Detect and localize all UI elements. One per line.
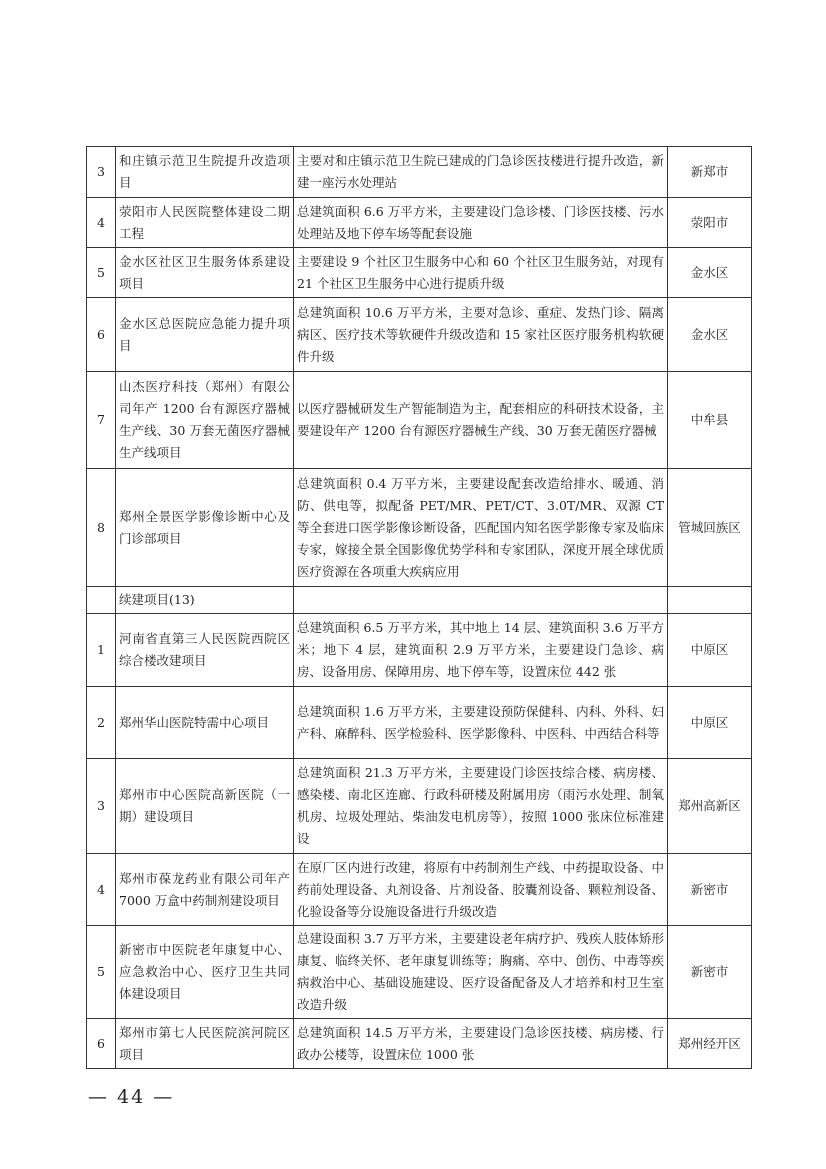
row-index: 6 <box>87 298 116 372</box>
project-location: 荥阳市 <box>668 198 752 248</box>
project-location: 管城回族区 <box>668 469 752 587</box>
project-location: 中牟县 <box>668 372 752 469</box>
project-content: 总建筑面积 21.3 万平方米，主要建设门诊医技综合楼、病房楼、感染楼、南北区连廊、行政科研楼及附属用房（雨污水处理、制氧机房、垃圾处理站、柴油发电机房等），按照 1000 张床位标准建设 <box>294 759 668 854</box>
project-name: 郑州市中心医院高新医院（一期）建设项目 <box>116 759 294 854</box>
project-name: 金水区社区卫生服务体系建设项目 <box>116 248 294 298</box>
table-row <box>87 1019 752 1069</box>
project-name: 金水区总医院应急能力提升项目 <box>116 298 294 372</box>
row-index: 5 <box>87 926 116 1019</box>
table-row <box>87 469 752 587</box>
table-row <box>87 198 752 248</box>
row-index: 4 <box>87 198 116 248</box>
project-content: 总建筑面积 1.6 万平方米，主要建设预防保健科、内科、外科、妇产科、麻醉科、医学检验科、医学影像科、中医科、中西结合科等 <box>294 687 668 759</box>
project-location: 郑州经开区 <box>668 1019 752 1069</box>
row-index: 5 <box>87 248 116 298</box>
project-location: 新密市 <box>668 854 752 926</box>
project-name: 山杰医疗科技（郑州）有限公司年产 1200 台有源医疗器械生产线、30 万套无菌医疗器械生产线项目 <box>116 372 294 469</box>
table-row <box>87 147 752 198</box>
project-location: 中原区 <box>668 687 752 759</box>
table-row <box>87 372 752 469</box>
table-row <box>87 854 752 926</box>
section-row <box>87 587 752 614</box>
project-name: 郑州华山医院特需中心项目 <box>116 687 294 759</box>
section-index-cell <box>87 587 116 614</box>
row-index: 7 <box>87 372 116 469</box>
project-content: 总建筑面积 10.6 万平方米，主要对急诊、重症、发热门诊、隔离病区、医疗技术等软硬件升级改造和 15 家社区医疗服务机构软硬件升级 <box>294 298 668 372</box>
project-location: 新密市 <box>668 926 752 1019</box>
row-index: 4 <box>87 854 116 926</box>
project-table <box>86 146 752 1069</box>
section-label: 续建项目(13) <box>116 587 294 614</box>
row-index: 3 <box>87 147 116 198</box>
project-content: 主要对和庄镇示范卫生院已建成的门急诊医技楼进行提升改造，新建一座污水处理站 <box>294 147 668 198</box>
project-name: 郑州全景医学影像诊断中心及门诊部项目 <box>116 469 294 587</box>
row-index: 2 <box>87 687 116 759</box>
table-row <box>87 614 752 687</box>
project-name: 河南省直第三人民医院西院区综合楼改建项目 <box>116 614 294 687</box>
project-content: 主要建设 9 个社区卫生服务中心和 60 个社区卫生服务站，对现有 21 个社区卫生服务中心进行提质升级 <box>294 248 668 298</box>
project-location: 金水区 <box>668 248 752 298</box>
row-index: 3 <box>87 759 116 854</box>
section-empty-cell <box>294 587 668 614</box>
page-number: — 44 — <box>88 1086 175 1108</box>
row-index: 8 <box>87 469 116 587</box>
project-name: 荥阳市人民医院整体建设二期工程 <box>116 198 294 248</box>
project-content: 总建筑面积 0.4 万平方米，主要建设配套改造给排水、暖通、消防、供电等，拟配备 PET/MR、PET/CT、3.0T/MR、双源 CT 等全套进口医学影像诊断设备，匹配国内知名医学影像专家及临床专家，嫁接全景全国影像优势学科和专家团队，深度开展全球优质医疗资源在各项重大疾病应用 <box>294 469 668 587</box>
project-name: 郑州市葆龙药业有限公司年产 7000 万盒中药制剂建设项目 <box>116 854 294 926</box>
project-content: 以医疗器械研发生产智能制造为主，配套相应的科研技术设备，主要建设年产 1200 台有源医疗器械生产线、30 万套无菌医疗器械 <box>294 372 668 469</box>
project-content: 总建筑面积 14.5 万平方米，主要建设门急诊医技楼、病房楼、行政办公楼等，设置床位 1000 张 <box>294 1019 668 1069</box>
table-row <box>87 248 752 298</box>
project-content: 总建筑面积 6.5 万平方米，其中地上 14 层、建筑面积 3.6 万平方米；地下 4 层，建筑面积 2.9 万平方米，主要建设门急诊、病房、设备用房、保障用房、地下停车等，设置床位 442 张 <box>294 614 668 687</box>
project-name: 郑州市第七人民医院滨河院区项目 <box>116 1019 294 1069</box>
project-location: 新郑市 <box>668 147 752 198</box>
section-empty-cell <box>668 587 752 614</box>
project-location: 郑州高新区 <box>668 759 752 854</box>
project-name: 和庄镇示范卫生院提升改造项目 <box>116 147 294 198</box>
table-row <box>87 687 752 759</box>
table-row <box>87 926 752 1019</box>
table-row <box>87 759 752 854</box>
table-row <box>87 298 752 372</box>
project-location: 金水区 <box>668 298 752 372</box>
project-content: 在原厂区内进行改建，将原有中药制剂生产线、中药提取设备、中药前处理设备、丸剂设备、片剂设备、胶囊剂设备、颗粒剂设备、化验设备等分设施设备进行升级改造 <box>294 854 668 926</box>
row-index: 6 <box>87 1019 116 1069</box>
project-content: 总建筑面积 6.6 万平方米，主要建设门急诊楼、门诊医技楼、污水处理站及地下停车场等配套设施 <box>294 198 668 248</box>
row-index: 1 <box>87 614 116 687</box>
project-name: 新密市中医院老年康复中心、应急救治中心、医疗卫生共同体建设项目 <box>116 926 294 1019</box>
project-location: 中原区 <box>668 614 752 687</box>
project-content: 总建设面积 3.7 万平方米，主要建设老年病疗护、残疾人肢体矫形康复、临终关怀、老年康复训练等；胸痛、卒中、创伤、中毒等疾病救治中心、基础设施建设、医疗设备配备及人才培养和村卫生室改造升级 <box>294 926 668 1019</box>
